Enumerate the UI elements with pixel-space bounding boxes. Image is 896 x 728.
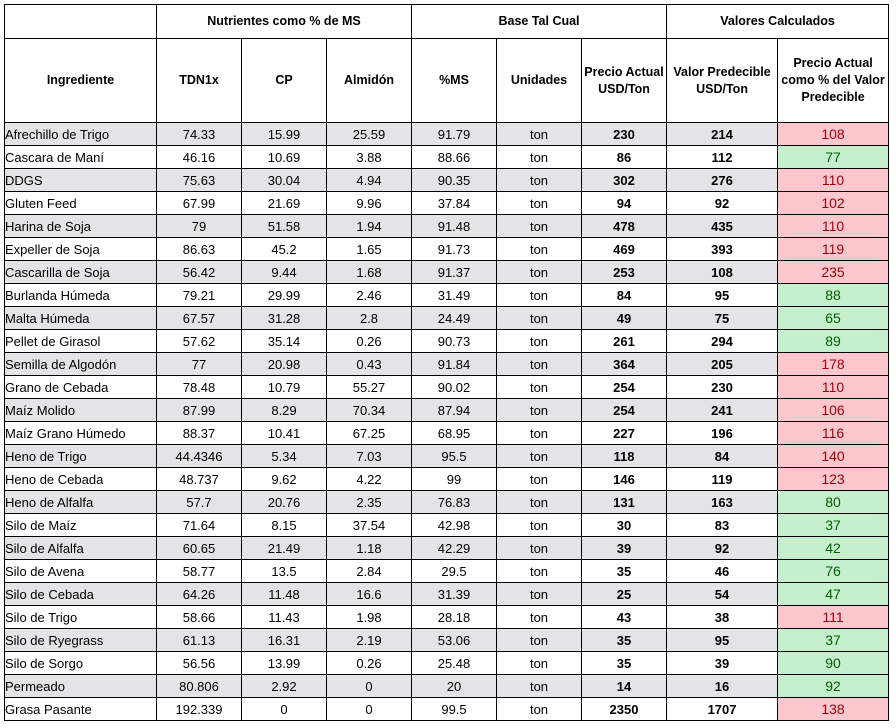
cell-price: 364 xyxy=(582,353,667,376)
cell-ingredient: Silo de Cebada xyxy=(5,583,157,606)
cell-pct-of-predicted: 90 xyxy=(778,652,889,675)
cell-ingredient: DDGS xyxy=(5,169,157,192)
cell-predicted: 83 xyxy=(667,514,778,537)
cell-starch: 70.34 xyxy=(327,399,412,422)
cell-predicted: 241 xyxy=(667,399,778,422)
cell-price: 30 xyxy=(582,514,667,537)
cell-tdn: 86.63 xyxy=(157,238,242,261)
cell-predicted: 39 xyxy=(667,652,778,675)
cell-cp: 2.92 xyxy=(242,675,327,698)
table-row xyxy=(5,422,889,445)
table-row xyxy=(5,583,889,606)
cell-ingredient: Heno de Alfalfa xyxy=(5,491,157,514)
cell-pct-of-predicted: 37 xyxy=(778,629,889,652)
cell-dm: 90.02 xyxy=(412,376,497,399)
cell-units: ton xyxy=(497,307,582,330)
cell-predicted: 294 xyxy=(667,330,778,353)
cell-cp: 11.43 xyxy=(242,606,327,629)
cell-ingredient: Silo de Avena xyxy=(5,560,157,583)
cell-price: 469 xyxy=(582,238,667,261)
cell-starch: 25.59 xyxy=(327,123,412,146)
cell-price: 253 xyxy=(582,261,667,284)
cell-price: 43 xyxy=(582,606,667,629)
cell-pct-of-predicted: 42 xyxy=(778,537,889,560)
table-row xyxy=(5,169,889,192)
cell-price: 261 xyxy=(582,330,667,353)
cell-predicted: 276 xyxy=(667,169,778,192)
cell-ingredient: Cascarilla de Soja xyxy=(5,261,157,284)
cell-predicted: 119 xyxy=(667,468,778,491)
cell-starch: 55.27 xyxy=(327,376,412,399)
column-header-pct-of-predicted: Precio Actual como % del Valor Predecible xyxy=(778,39,889,123)
cell-price: 118 xyxy=(582,445,667,468)
cell-pct-of-predicted: 138 xyxy=(778,698,889,721)
cell-pct-of-predicted: 116 xyxy=(778,422,889,445)
cell-price: 49 xyxy=(582,307,667,330)
cell-dm: 76.83 xyxy=(412,491,497,514)
cell-ingredient: Cascara de Maní xyxy=(5,146,157,169)
cell-predicted: 95 xyxy=(667,629,778,652)
cell-tdn: 75.63 xyxy=(157,169,242,192)
cell-ingredient: Malta Húmeda xyxy=(5,307,157,330)
cell-dm: 91.37 xyxy=(412,261,497,284)
cell-price: 25 xyxy=(582,583,667,606)
cell-starch: 3.88 xyxy=(327,146,412,169)
cell-price: 39 xyxy=(582,537,667,560)
cell-dm: 99 xyxy=(412,468,497,491)
table-row xyxy=(5,307,889,330)
column-header-row xyxy=(5,39,889,123)
cell-predicted: 112 xyxy=(667,146,778,169)
column-header-predicted: Valor Predecible USD/Ton xyxy=(667,39,778,123)
cell-predicted: 38 xyxy=(667,606,778,629)
cell-cp: 13.99 xyxy=(242,652,327,675)
cell-tdn: 79 xyxy=(157,215,242,238)
cell-pct-of-predicted: 37 xyxy=(778,514,889,537)
cell-starch: 2.35 xyxy=(327,491,412,514)
cell-predicted: 95 xyxy=(667,284,778,307)
cell-dm: 90.35 xyxy=(412,169,497,192)
table-row xyxy=(5,652,889,675)
column-header-dm: %MS xyxy=(412,39,497,123)
cell-cp: 8.29 xyxy=(242,399,327,422)
cell-ingredient: Expeller de Soja xyxy=(5,238,157,261)
table-row xyxy=(5,468,889,491)
cell-tdn: 77 xyxy=(157,353,242,376)
cell-tdn: 60.65 xyxy=(157,537,242,560)
cell-starch: 2.84 xyxy=(327,560,412,583)
cell-starch: 1.98 xyxy=(327,606,412,629)
cell-units: ton xyxy=(497,514,582,537)
cell-units: ton xyxy=(497,123,582,146)
cell-dm: 95.5 xyxy=(412,445,497,468)
cell-tdn: 57.7 xyxy=(157,491,242,514)
cell-ingredient: Heno de Trigo xyxy=(5,445,157,468)
cell-pct-of-predicted: 47 xyxy=(778,583,889,606)
cell-units: ton xyxy=(497,261,582,284)
cell-starch: 16.6 xyxy=(327,583,412,606)
cell-units: ton xyxy=(497,330,582,353)
cell-tdn: 58.77 xyxy=(157,560,242,583)
cell-tdn: 44.4346 xyxy=(157,445,242,468)
cell-dm: 28.18 xyxy=(412,606,497,629)
cell-tdn: 61.13 xyxy=(157,629,242,652)
cell-predicted: 230 xyxy=(667,376,778,399)
cell-ingredient: Grano de Cebada xyxy=(5,376,157,399)
cell-cp: 16.31 xyxy=(242,629,327,652)
cell-cp: 0 xyxy=(242,698,327,721)
cell-cp: 11.48 xyxy=(242,583,327,606)
cell-tdn: 71.64 xyxy=(157,514,242,537)
cell-predicted: 75 xyxy=(667,307,778,330)
cell-units: ton xyxy=(497,491,582,514)
group-header-empty xyxy=(5,5,157,39)
table-row xyxy=(5,215,889,238)
cell-starch: 4.22 xyxy=(327,468,412,491)
cell-dm: 31.39 xyxy=(412,583,497,606)
cell-starch: 2.19 xyxy=(327,629,412,652)
cell-units: ton xyxy=(497,445,582,468)
cell-cp: 10.69 xyxy=(242,146,327,169)
cell-pct-of-predicted: 110 xyxy=(778,215,889,238)
cell-predicted: 435 xyxy=(667,215,778,238)
cell-predicted: 196 xyxy=(667,422,778,445)
cell-pct-of-predicted: 77 xyxy=(778,146,889,169)
table-row xyxy=(5,123,889,146)
cell-units: ton xyxy=(497,675,582,698)
cell-price: 254 xyxy=(582,376,667,399)
cell-dm: 24.49 xyxy=(412,307,497,330)
group-header-calculated: Valores Calculados xyxy=(667,5,889,39)
cell-dm: 31.49 xyxy=(412,284,497,307)
cell-cp: 35.14 xyxy=(242,330,327,353)
table-row xyxy=(5,491,889,514)
cell-ingredient: Pellet de Girasol xyxy=(5,330,157,353)
cell-pct-of-predicted: 108 xyxy=(778,123,889,146)
table-row xyxy=(5,514,889,537)
cell-price: 2350 xyxy=(582,698,667,721)
cell-units: ton xyxy=(497,376,582,399)
cell-ingredient: Silo de Trigo xyxy=(5,606,157,629)
cell-units: ton xyxy=(497,652,582,675)
cell-ingredient: Semilla de Algodón xyxy=(5,353,157,376)
cell-price: 84 xyxy=(582,284,667,307)
cell-units: ton xyxy=(497,284,582,307)
cell-starch: 1.18 xyxy=(327,537,412,560)
cell-tdn: 192.339 xyxy=(157,698,242,721)
cell-ingredient: Harina de Soja xyxy=(5,215,157,238)
cell-tdn: 48.737 xyxy=(157,468,242,491)
cell-cp: 45.2 xyxy=(242,238,327,261)
cell-tdn: 58.66 xyxy=(157,606,242,629)
cell-predicted: 205 xyxy=(667,353,778,376)
cell-price: 254 xyxy=(582,399,667,422)
column-header-tdn: TDN1x xyxy=(157,39,242,123)
cell-predicted: 92 xyxy=(667,192,778,215)
cell-ingredient: Grasa Pasante xyxy=(5,698,157,721)
cell-dm: 42.29 xyxy=(412,537,497,560)
cell-cp: 30.04 xyxy=(242,169,327,192)
table-row xyxy=(5,261,889,284)
group-header-nutrients: Nutrientes como % de MS xyxy=(157,5,412,39)
table-row xyxy=(5,445,889,468)
cell-units: ton xyxy=(497,238,582,261)
cell-predicted: 16 xyxy=(667,675,778,698)
cell-pct-of-predicted: 140 xyxy=(778,445,889,468)
cell-price: 478 xyxy=(582,215,667,238)
cell-units: ton xyxy=(497,468,582,491)
cell-dm: 91.79 xyxy=(412,123,497,146)
cell-pct-of-predicted: 123 xyxy=(778,468,889,491)
cell-ingredient: Afrechillo de Trigo xyxy=(5,123,157,146)
cell-tdn: 88.37 xyxy=(157,422,242,445)
cell-units: ton xyxy=(497,353,582,376)
cell-tdn: 56.42 xyxy=(157,261,242,284)
cell-ingredient: Silo de Ryegrass xyxy=(5,629,157,652)
cell-predicted: 163 xyxy=(667,491,778,514)
cell-tdn: 67.99 xyxy=(157,192,242,215)
cell-price: 146 xyxy=(582,468,667,491)
cell-units: ton xyxy=(497,560,582,583)
table-row xyxy=(5,238,889,261)
cell-cp: 29.99 xyxy=(242,284,327,307)
cell-pct-of-predicted: 119 xyxy=(778,238,889,261)
cell-pct-of-predicted: 80 xyxy=(778,491,889,514)
cell-pct-of-predicted: 89 xyxy=(778,330,889,353)
cell-dm: 99.5 xyxy=(412,698,497,721)
table-row xyxy=(5,284,889,307)
table-row xyxy=(5,629,889,652)
cell-tdn: 67.57 xyxy=(157,307,242,330)
cell-pct-of-predicted: 106 xyxy=(778,399,889,422)
cell-ingredient: Permeado xyxy=(5,675,157,698)
cell-dm: 88.66 xyxy=(412,146,497,169)
cell-tdn: 74.33 xyxy=(157,123,242,146)
table-row xyxy=(5,146,889,169)
cell-dm: 87.94 xyxy=(412,399,497,422)
cell-dm: 91.84 xyxy=(412,353,497,376)
cell-starch: 1.94 xyxy=(327,215,412,238)
cell-starch: 9.96 xyxy=(327,192,412,215)
cell-price: 86 xyxy=(582,146,667,169)
table-row xyxy=(5,675,889,698)
cell-units: ton xyxy=(497,192,582,215)
cell-ingredient: Maíz Grano Húmedo xyxy=(5,422,157,445)
cell-price: 230 xyxy=(582,123,667,146)
cell-units: ton xyxy=(497,537,582,560)
cell-pct-of-predicted: 110 xyxy=(778,376,889,399)
column-header-units: Unidades xyxy=(497,39,582,123)
cell-starch: 2.8 xyxy=(327,307,412,330)
cell-units: ton xyxy=(497,606,582,629)
cell-units: ton xyxy=(497,399,582,422)
cell-cp: 21.69 xyxy=(242,192,327,215)
cell-starch: 1.68 xyxy=(327,261,412,284)
cell-price: 35 xyxy=(582,560,667,583)
cell-tdn: 80.806 xyxy=(157,675,242,698)
cell-dm: 20 xyxy=(412,675,497,698)
cell-starch: 0.43 xyxy=(327,353,412,376)
cell-ingredient: Gluten Feed xyxy=(5,192,157,215)
cell-predicted: 108 xyxy=(667,261,778,284)
cell-cp: 20.98 xyxy=(242,353,327,376)
cell-ingredient: Maíz Molido xyxy=(5,399,157,422)
cell-dm: 42.98 xyxy=(412,514,497,537)
ingredient-value-table xyxy=(4,4,889,721)
table-row xyxy=(5,192,889,215)
cell-starch: 67.25 xyxy=(327,422,412,445)
cell-pct-of-predicted: 76 xyxy=(778,560,889,583)
cell-price: 302 xyxy=(582,169,667,192)
cell-cp: 5.34 xyxy=(242,445,327,468)
cell-starch: 0.26 xyxy=(327,652,412,675)
column-header-starch: Almidón xyxy=(327,39,412,123)
cell-starch: 2.46 xyxy=(327,284,412,307)
cell-tdn: 79.21 xyxy=(157,284,242,307)
cell-cp: 21.49 xyxy=(242,537,327,560)
cell-starch: 37.54 xyxy=(327,514,412,537)
cell-dm: 90.73 xyxy=(412,330,497,353)
cell-cp: 13.5 xyxy=(242,560,327,583)
table-row xyxy=(5,606,889,629)
cell-dm: 91.73 xyxy=(412,238,497,261)
cell-dm: 29.5 xyxy=(412,560,497,583)
cell-pct-of-predicted: 235 xyxy=(778,261,889,284)
cell-dm: 68.95 xyxy=(412,422,497,445)
column-header-cp: CP xyxy=(242,39,327,123)
cell-ingredient: Silo de Maíz xyxy=(5,514,157,537)
cell-cp: 9.62 xyxy=(242,468,327,491)
cell-dm: 37.84 xyxy=(412,192,497,215)
table-row xyxy=(5,353,889,376)
table-body xyxy=(5,123,889,721)
table-row xyxy=(5,376,889,399)
cell-pct-of-predicted: 178 xyxy=(778,353,889,376)
cell-ingredient: Heno de Cebada xyxy=(5,468,157,491)
cell-cp: 20.76 xyxy=(242,491,327,514)
cell-price: 94 xyxy=(582,192,667,215)
cell-pct-of-predicted: 88 xyxy=(778,284,889,307)
cell-predicted: 92 xyxy=(667,537,778,560)
cell-starch: 7.03 xyxy=(327,445,412,468)
cell-ingredient: Burlanda Húmeda xyxy=(5,284,157,307)
table-row xyxy=(5,698,889,721)
cell-tdn: 78.48 xyxy=(157,376,242,399)
cell-dm: 53.06 xyxy=(412,629,497,652)
cell-units: ton xyxy=(497,215,582,238)
cell-cp: 9.44 xyxy=(242,261,327,284)
cell-cp: 8.15 xyxy=(242,514,327,537)
cell-starch: 4.94 xyxy=(327,169,412,192)
cell-tdn: 87.99 xyxy=(157,399,242,422)
cell-predicted: 1707 xyxy=(667,698,778,721)
table-row xyxy=(5,330,889,353)
cell-predicted: 54 xyxy=(667,583,778,606)
cell-pct-of-predicted: 65 xyxy=(778,307,889,330)
cell-price: 227 xyxy=(582,422,667,445)
cell-units: ton xyxy=(497,146,582,169)
cell-price: 35 xyxy=(582,652,667,675)
cell-dm: 25.48 xyxy=(412,652,497,675)
cell-cp: 15.99 xyxy=(242,123,327,146)
cell-units: ton xyxy=(497,169,582,192)
cell-predicted: 214 xyxy=(667,123,778,146)
cell-starch: 0 xyxy=(327,675,412,698)
cell-price: 35 xyxy=(582,629,667,652)
column-header-price: Precio Actual USD/Ton xyxy=(582,39,667,123)
cell-units: ton xyxy=(497,422,582,445)
cell-starch: 0 xyxy=(327,698,412,721)
cell-pct-of-predicted: 102 xyxy=(778,192,889,215)
group-header-as-fed: Base Tal Cual xyxy=(412,5,667,39)
table-row xyxy=(5,399,889,422)
cell-pct-of-predicted: 110 xyxy=(778,169,889,192)
cell-cp: 10.79 xyxy=(242,376,327,399)
table-row xyxy=(5,560,889,583)
cell-pct-of-predicted: 92 xyxy=(778,675,889,698)
cell-units: ton xyxy=(497,698,582,721)
cell-price: 14 xyxy=(582,675,667,698)
cell-price: 131 xyxy=(582,491,667,514)
cell-predicted: 393 xyxy=(667,238,778,261)
cell-ingredient: Silo de Sorgo xyxy=(5,652,157,675)
cell-tdn: 46.16 xyxy=(157,146,242,169)
column-header-ingredient: Ingrediente xyxy=(5,39,157,123)
cell-units: ton xyxy=(497,629,582,652)
cell-starch: 1.65 xyxy=(327,238,412,261)
cell-cp: 51.58 xyxy=(242,215,327,238)
cell-units: ton xyxy=(497,583,582,606)
cell-cp: 31.28 xyxy=(242,307,327,330)
group-header-row xyxy=(5,5,889,39)
cell-starch: 0.26 xyxy=(327,330,412,353)
cell-tdn: 57.62 xyxy=(157,330,242,353)
table-row xyxy=(5,537,889,560)
cell-predicted: 46 xyxy=(667,560,778,583)
cell-ingredient: Silo de Alfalfa xyxy=(5,537,157,560)
cell-predicted: 84 xyxy=(667,445,778,468)
cell-dm: 91.48 xyxy=(412,215,497,238)
cell-pct-of-predicted: 111 xyxy=(778,606,889,629)
cell-cp: 10.41 xyxy=(242,422,327,445)
cell-tdn: 64.26 xyxy=(157,583,242,606)
cell-tdn: 56.56 xyxy=(157,652,242,675)
